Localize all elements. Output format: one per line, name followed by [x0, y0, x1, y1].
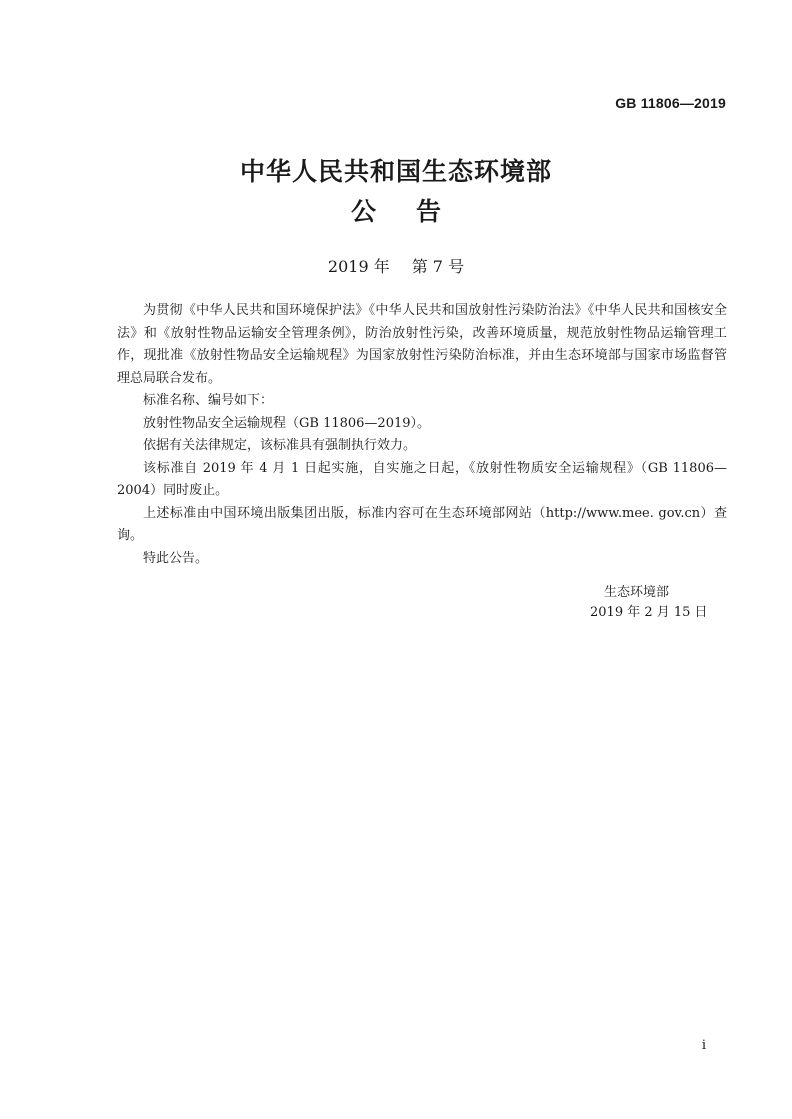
announcement-body [117, 300, 727, 570]
body-paragraph-intro: 为贯彻《中华人民共和国环境保护法》《中华人民共和国放射性污染防治法》《中华人民共和国核安全法》和《放射性物品运输安全管理条例》，防治放射性污染，改善环境质量，规范放射性物品运输管理工作，现批准《放射性物品安全运输规程》为国家放射性污染防治标准，并由生态环境部与国家市场监督管理总局联合发布。 [117, 303, 727, 386]
issue-year: 2019 年 [327, 257, 390, 276]
announcement-title: 公告 [350, 197, 481, 226]
issue-number [0, 256, 792, 278]
title-block [0, 154, 792, 230]
signature-date: 2019 年 2 月 15 日 [590, 605, 708, 620]
body-paragraph-standard-name: 放射性物品安全运输规程（GB 11806—2019）。 [143, 415, 431, 431]
body-paragraph-closing: 特此公告。 [143, 550, 209, 566]
ministry-title: 中华人民共和国生态环境部 [239, 157, 552, 186]
body-paragraph-standard-heading: 标准名称、编号如下： [143, 393, 274, 408]
standard-code: GB 11806—2019 [615, 95, 726, 111]
body-paragraph-effective-date: 该标准自 2019 年 4 月 1 日起实施，自实施之日起，《放射性物质安全运输规程》（GB 11806—2004）同时废止。 [117, 460, 727, 498]
issue-sequence: 第 7 号 [411, 257, 465, 276]
page-number: i [701, 1038, 706, 1053]
signature-organization: 生态环境部 [604, 585, 670, 600]
body-paragraph-publication: 上述标准由中国环境出版集团出版，标准内容可在生态环境部网站（http://www.mee. gov.cn）查询。 [117, 505, 727, 543]
body-paragraph-legal-effect: 依据有关法律规定，该标准具有强制执行效力。 [143, 438, 417, 453]
signature-block [590, 583, 708, 623]
